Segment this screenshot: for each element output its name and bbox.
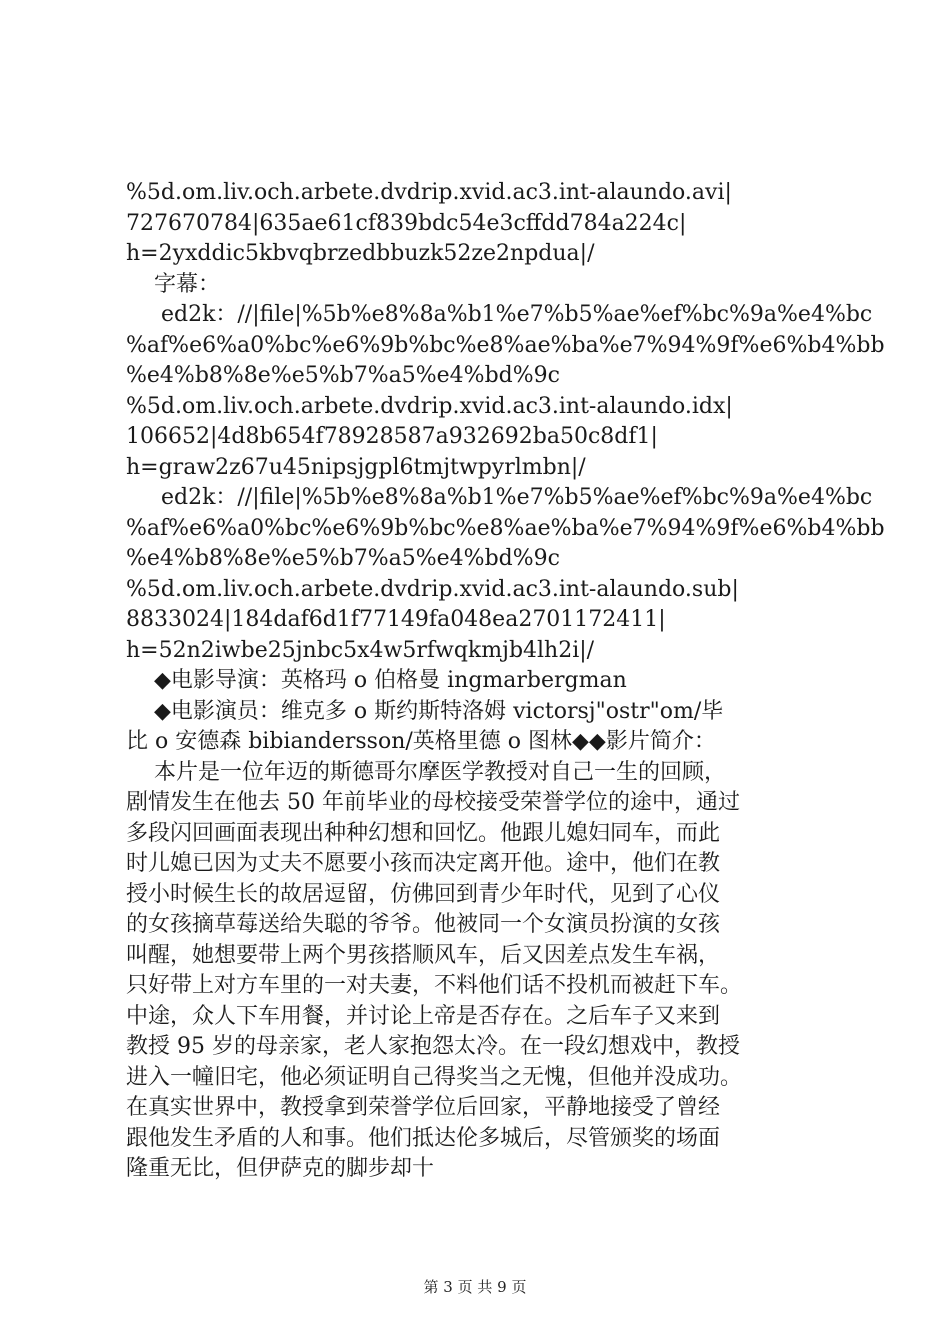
text-line: 106652|4d8b654f78928587a932692ba50c8df1|	[126, 424, 658, 449]
director-line: ◆电影导演：英格玛 o 伯格曼 ingmarbergman	[126, 668, 627, 693]
text-line: 727670784|635ae61cf839bdc54e3cffdd784a224c|	[126, 210, 687, 236]
text-line: 8833024|184daf6d1f77149fa048ea2701172411|	[126, 607, 666, 632]
synopsis-line: 进入一幢旧宅，他必须证明自己得奖当之无愧，但他并没成功。	[126, 1064, 743, 1090]
page-number-footer: 第 3 页 共 9 页	[423, 1278, 527, 1296]
text-line: %5d.om.liv.och.arbete.dvdrip.xvid.ac3.int-alaundo.avi|	[126, 180, 732, 205]
text-line: %e4%b8%8e%e5%b7%a5%e4%bd%9c	[126, 363, 560, 388]
synopsis-line: 中途，众人下车用餐，并讨论上帝是否存在。之后车子又来到	[126, 1003, 721, 1029]
synopsis-line: 教授 95 岁的母亲家，老人家抱怨太冷。在一段幻想戏中，教授	[126, 1034, 740, 1059]
synopsis-line: 只好带上对方车里的一对夫妻，不料他们话不投机而被赶下车。	[126, 973, 743, 998]
text-line: h=2yxddic5kbvqbrzedbbuzk52ze2npdua|/	[126, 241, 595, 266]
synopsis-line: 多段闪回画面表现出种种幻想和回忆。他跟儿媳妇同车，而此	[126, 820, 721, 846]
synopsis-line: 时儿媳已因为丈夫不愿要小孩而决定离开他。途中，他们在教	[126, 851, 721, 876]
subtitle-label: 字幕：	[126, 271, 220, 297]
text-line: %5d.om.liv.och.arbete.dvdrip.xvid.ac3.int-alaundo.sub|	[126, 576, 739, 602]
text-line: %af%e6%a0%bc%e6%9b%bc%e8%ae%ba%e7%94%9f%e6%b4%bb	[126, 332, 885, 358]
text-line: h=52n2iwbe25jnbc5x4w5rfwqkmjb4lh2i|/	[126, 637, 595, 663]
text-line: 比 o 安德森 bibiandersson/英格里德 o 图林◆◆影片简介：	[126, 729, 716, 754]
synopsis-line: 本片是一位年迈的斯德哥尔摩医学教授对自己一生的回顾，	[126, 759, 726, 785]
text-line: h=graw2z67u45nipsjgpl6tmjtwpyrlmbn|/	[126, 454, 586, 480]
ed2k-link-line: ed2k：//|file|%5b%e8%8a%b1%e7%b5%ae%ef%bc%9a%e4%bc	[126, 485, 873, 510]
synopsis-line: 叫醒，她想要带上两个男孩搭顺风车，后又因差点发生车祸，	[126, 942, 721, 968]
synopsis-line: 隆重无比，但伊萨克的脚步却十	[126, 1156, 435, 1181]
synopsis-line: 授小时候生长的故居逗留，仿佛回到青少年时代，见到了心仪	[126, 881, 721, 907]
synopsis-line: 剧情发生在他去 50 年前毕业的母校接受荣誉学位的途中，通过	[126, 790, 740, 815]
synopsis-line: 的女孩摘草莓送给失聪的爷爷。他被同一个女演员扮演的女孩	[126, 912, 721, 937]
synopsis-line: 在真实世界中，教授拿到荣誉学位后回家，平静地接受了曾经	[126, 1095, 721, 1120]
ed2k-link-line: ed2k：//|file|%5b%e8%8a%b1%e7%b5%ae%ef%bc%9a%e4%bc	[126, 302, 873, 327]
synopsis-line: 跟他发生矛盾的人和事。他们抵达伦多城后，尽管颁奖的场面	[126, 1125, 721, 1151]
cast-line: ◆电影演员：维克多 o 斯约斯特洛姆 victorsj"ostr"om/毕	[126, 698, 724, 724]
text-line: %5d.om.liv.och.arbete.dvdrip.xvid.ac3.int-alaundo.idx|	[126, 393, 733, 419]
text-line: %e4%b8%8e%e5%b7%a5%e4%bd%9c	[126, 546, 560, 571]
text-line: %af%e6%a0%bc%e6%9b%bc%e8%ae%ba%e7%94%9f%e6%b4%bb	[126, 515, 885, 541]
document-body	[126, 178, 885, 1185]
